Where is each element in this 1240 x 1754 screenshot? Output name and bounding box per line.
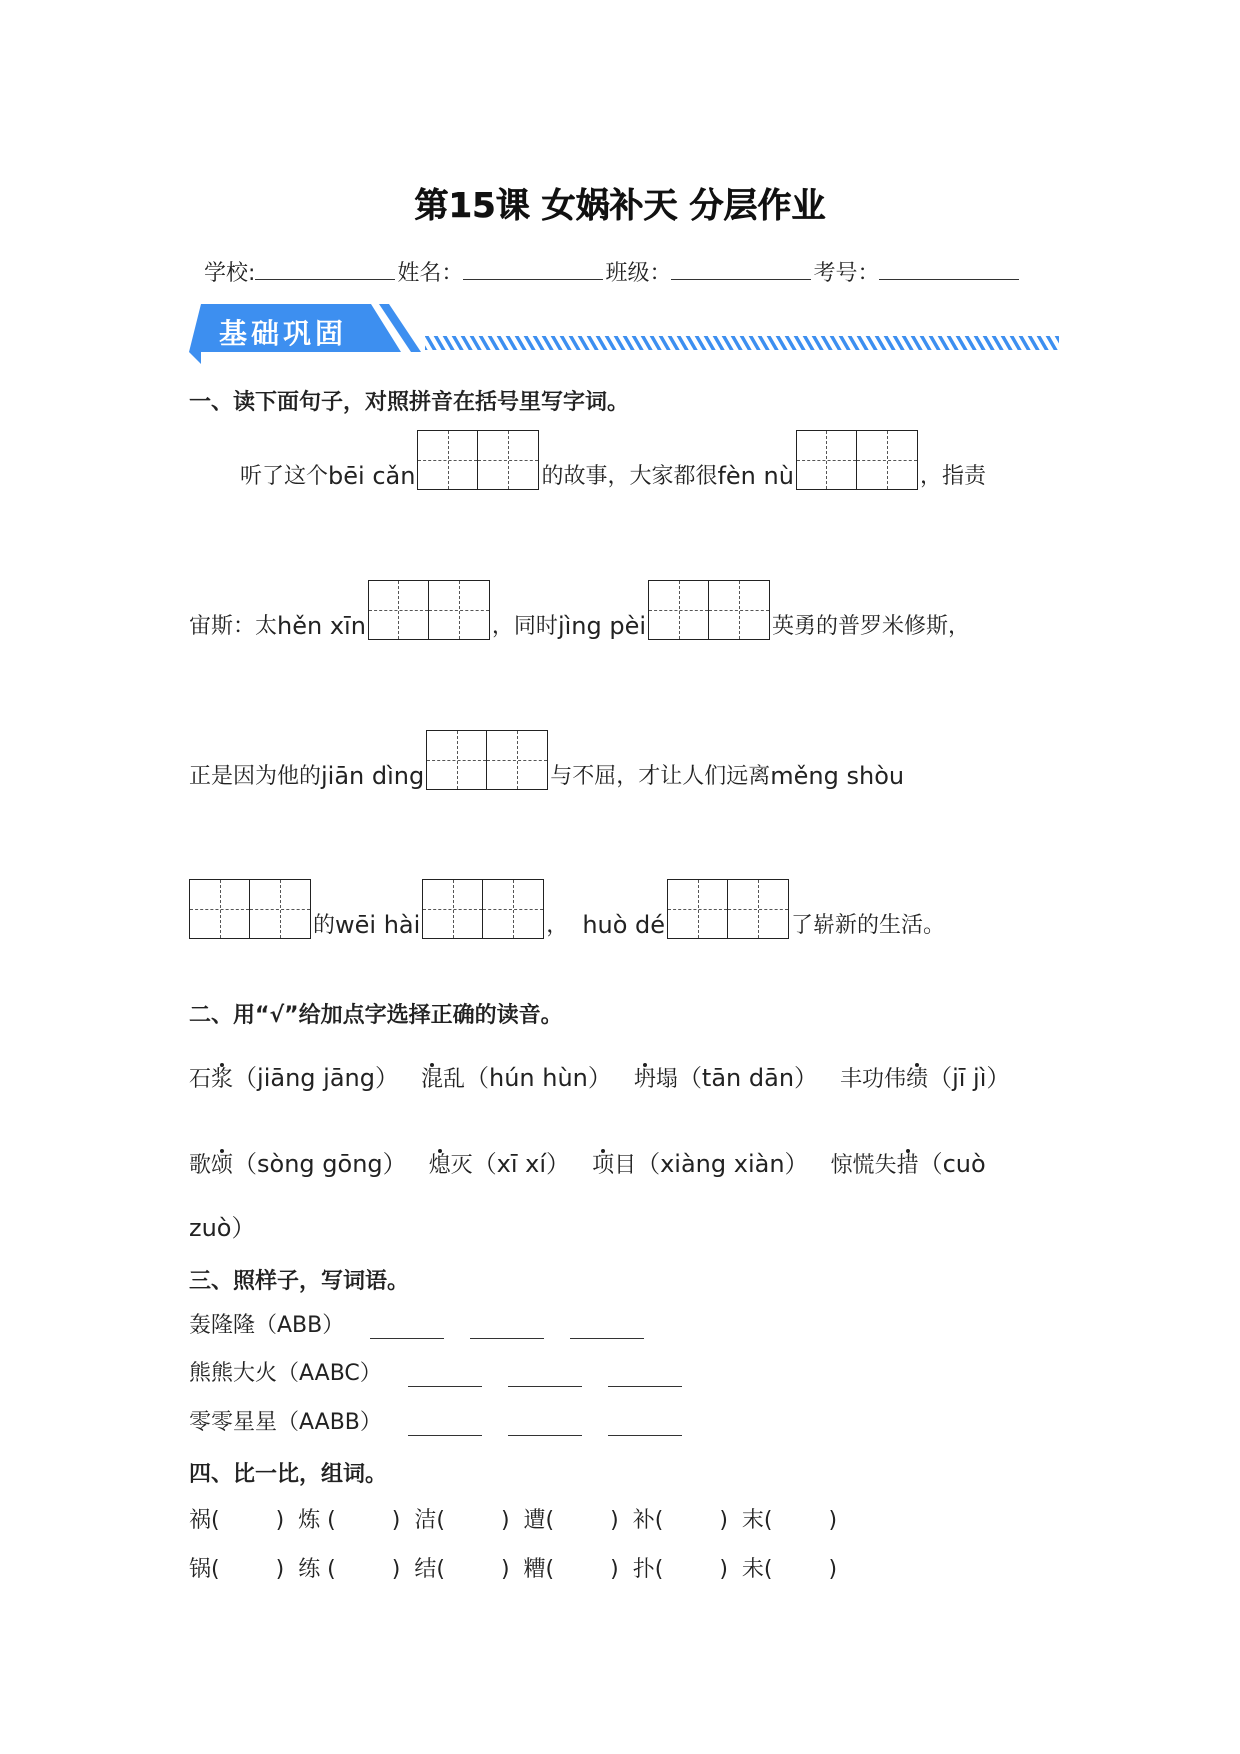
q3-row [189, 1405, 682, 1436]
q2-wrap: zuò） [189, 1214, 256, 1242]
answer-box[interactable] [422, 879, 544, 939]
dotted-char: 浆 [211, 1067, 234, 1092]
answer-box[interactable] [648, 580, 770, 640]
compare-item[interactable]: 末( ) [741, 1508, 838, 1533]
q3-heading: 三、照样子，写词语。 [189, 1269, 410, 1294]
sentence-text: 宙斯：太 [189, 614, 278, 639]
pinyin: bēi cǎn [328, 462, 416, 490]
dotted-char: 坍 [633, 1067, 656, 1092]
compare-item[interactable]: 炼 ( ) [298, 1508, 401, 1533]
q3-row [189, 1356, 682, 1387]
pinyin: jiān dìng [321, 762, 425, 790]
pinyin: fèn nù [717, 462, 794, 490]
number-field[interactable] [879, 257, 1019, 280]
example-word: 轰隆隆（ABB） [189, 1313, 345, 1338]
answer-line[interactable] [608, 1366, 682, 1387]
compare-item[interactable]: 扑( ) [632, 1557, 728, 1582]
reading-item[interactable]: 熄灭（xī xí） [428, 1150, 571, 1178]
answer-box[interactable] [796, 430, 918, 490]
sentence-text: 与不屈，才让人们远离 [550, 764, 771, 789]
compare-item[interactable]: 遭( ) [523, 1508, 619, 1533]
reading-item[interactable]: 石浆（jiāng jāng） [189, 1064, 399, 1092]
q4-row-2 [189, 1552, 851, 1583]
reading-item[interactable]: 坍塌（tān dān） [633, 1064, 819, 1092]
example-word: 零零星星（AABB） [189, 1410, 382, 1435]
answer-box[interactable] [417, 430, 539, 490]
sentence-text: ，指责 [919, 464, 986, 489]
q1-heading: 一、读下面句子，对照拼音在括号里写字词。 [189, 390, 630, 415]
sentence-text: 的故事，大家都很 [541, 464, 718, 489]
compare-item[interactable]: 补( ) [632, 1508, 728, 1533]
answer-line[interactable] [408, 1366, 482, 1387]
dotted-char: 措 [896, 1153, 919, 1178]
sentence-text: 正是因为他的 [189, 764, 322, 789]
section-banner [189, 302, 1059, 368]
class-field[interactable] [671, 257, 811, 280]
reading-item[interactable]: 丰功伟绩（jī jì） [840, 1064, 1011, 1092]
answer-box[interactable] [426, 730, 548, 790]
q2-row-1 [189, 1058, 1032, 1093]
answer-line[interactable] [408, 1415, 482, 1436]
page-title: 第15课 女娲补天 分层作业 [414, 186, 826, 226]
q2-heading: 二、用“√”给加点字选择正确的读音。 [189, 1003, 563, 1028]
name-field[interactable] [463, 257, 603, 280]
reading-item[interactable]: 项目（xiàng xiàn） [592, 1150, 809, 1178]
reading-item[interactable]: 歌颂（sòng gōng） [189, 1150, 407, 1178]
q1-line-2 [189, 580, 970, 640]
answer-line[interactable] [608, 1415, 682, 1436]
reading-item[interactable]: 混乱（hún hùn） [420, 1064, 612, 1092]
example-word: 熊熊大火（AABC） [189, 1361, 382, 1386]
class-label: 班级： [605, 261, 672, 286]
q2-row-2 [189, 1144, 1008, 1179]
sentence-text: 听了这个 [240, 464, 329, 489]
pinyin: jìng pèi [557, 612, 647, 640]
compare-item[interactable]: 锅( ) [189, 1557, 285, 1582]
number-label: 考号： [813, 261, 880, 286]
answer-line[interactable] [470, 1318, 544, 1339]
compare-item[interactable]: 糟( ) [523, 1557, 619, 1582]
compare-item[interactable]: 练 ( ) [298, 1557, 401, 1582]
sentence-text: 的 [313, 913, 336, 938]
school-label: 学校: [204, 261, 256, 286]
sentence-text: ，同时 [491, 614, 558, 639]
reading-item[interactable]: 惊慌失措（cuò [830, 1150, 986, 1178]
sentence-text: ， [546, 913, 569, 938]
dotted-char: 项 [592, 1153, 615, 1178]
answer-line[interactable] [570, 1318, 644, 1339]
pinyin: wēi hài [335, 911, 421, 939]
q1-line-1 [240, 430, 986, 490]
student-info [204, 256, 1021, 287]
pinyin: huò dé [582, 911, 666, 939]
answer-box[interactable] [667, 879, 789, 939]
school-field[interactable] [255, 257, 395, 280]
compare-item[interactable]: 结( ) [414, 1557, 510, 1582]
compare-item[interactable]: 未( ) [741, 1557, 838, 1582]
q3-row [189, 1308, 644, 1339]
answer-line[interactable] [508, 1366, 582, 1387]
sentence-text: 英勇的普罗米修斯， [772, 614, 971, 639]
name-label: 姓名： [397, 261, 464, 286]
dotted-char: 混 [420, 1067, 443, 1092]
pinyin: hěn xīn [277, 612, 366, 640]
q1-line-4 [189, 879, 945, 939]
sentence-text: 了崭新的生活。 [791, 913, 946, 938]
banner-label: 基础巩固 [219, 317, 348, 350]
dotted-char: 颂 [211, 1153, 234, 1178]
q1-line-3 [189, 730, 904, 790]
answer-line[interactable] [508, 1415, 582, 1436]
answer-box[interactable] [189, 879, 311, 939]
compare-item[interactable]: 祸( ) [189, 1508, 285, 1533]
dotted-char: 熄 [428, 1153, 451, 1178]
q4-heading: 四、比一比，组词。 [189, 1462, 388, 1487]
answer-line[interactable] [370, 1318, 444, 1339]
dotted-char: 绩 [906, 1067, 929, 1092]
compare-item[interactable]: 洁( ) [414, 1508, 510, 1533]
answer-box[interactable] [368, 580, 490, 640]
pinyin: měng shòu [770, 762, 905, 790]
q4-row-1 [189, 1503, 851, 1534]
